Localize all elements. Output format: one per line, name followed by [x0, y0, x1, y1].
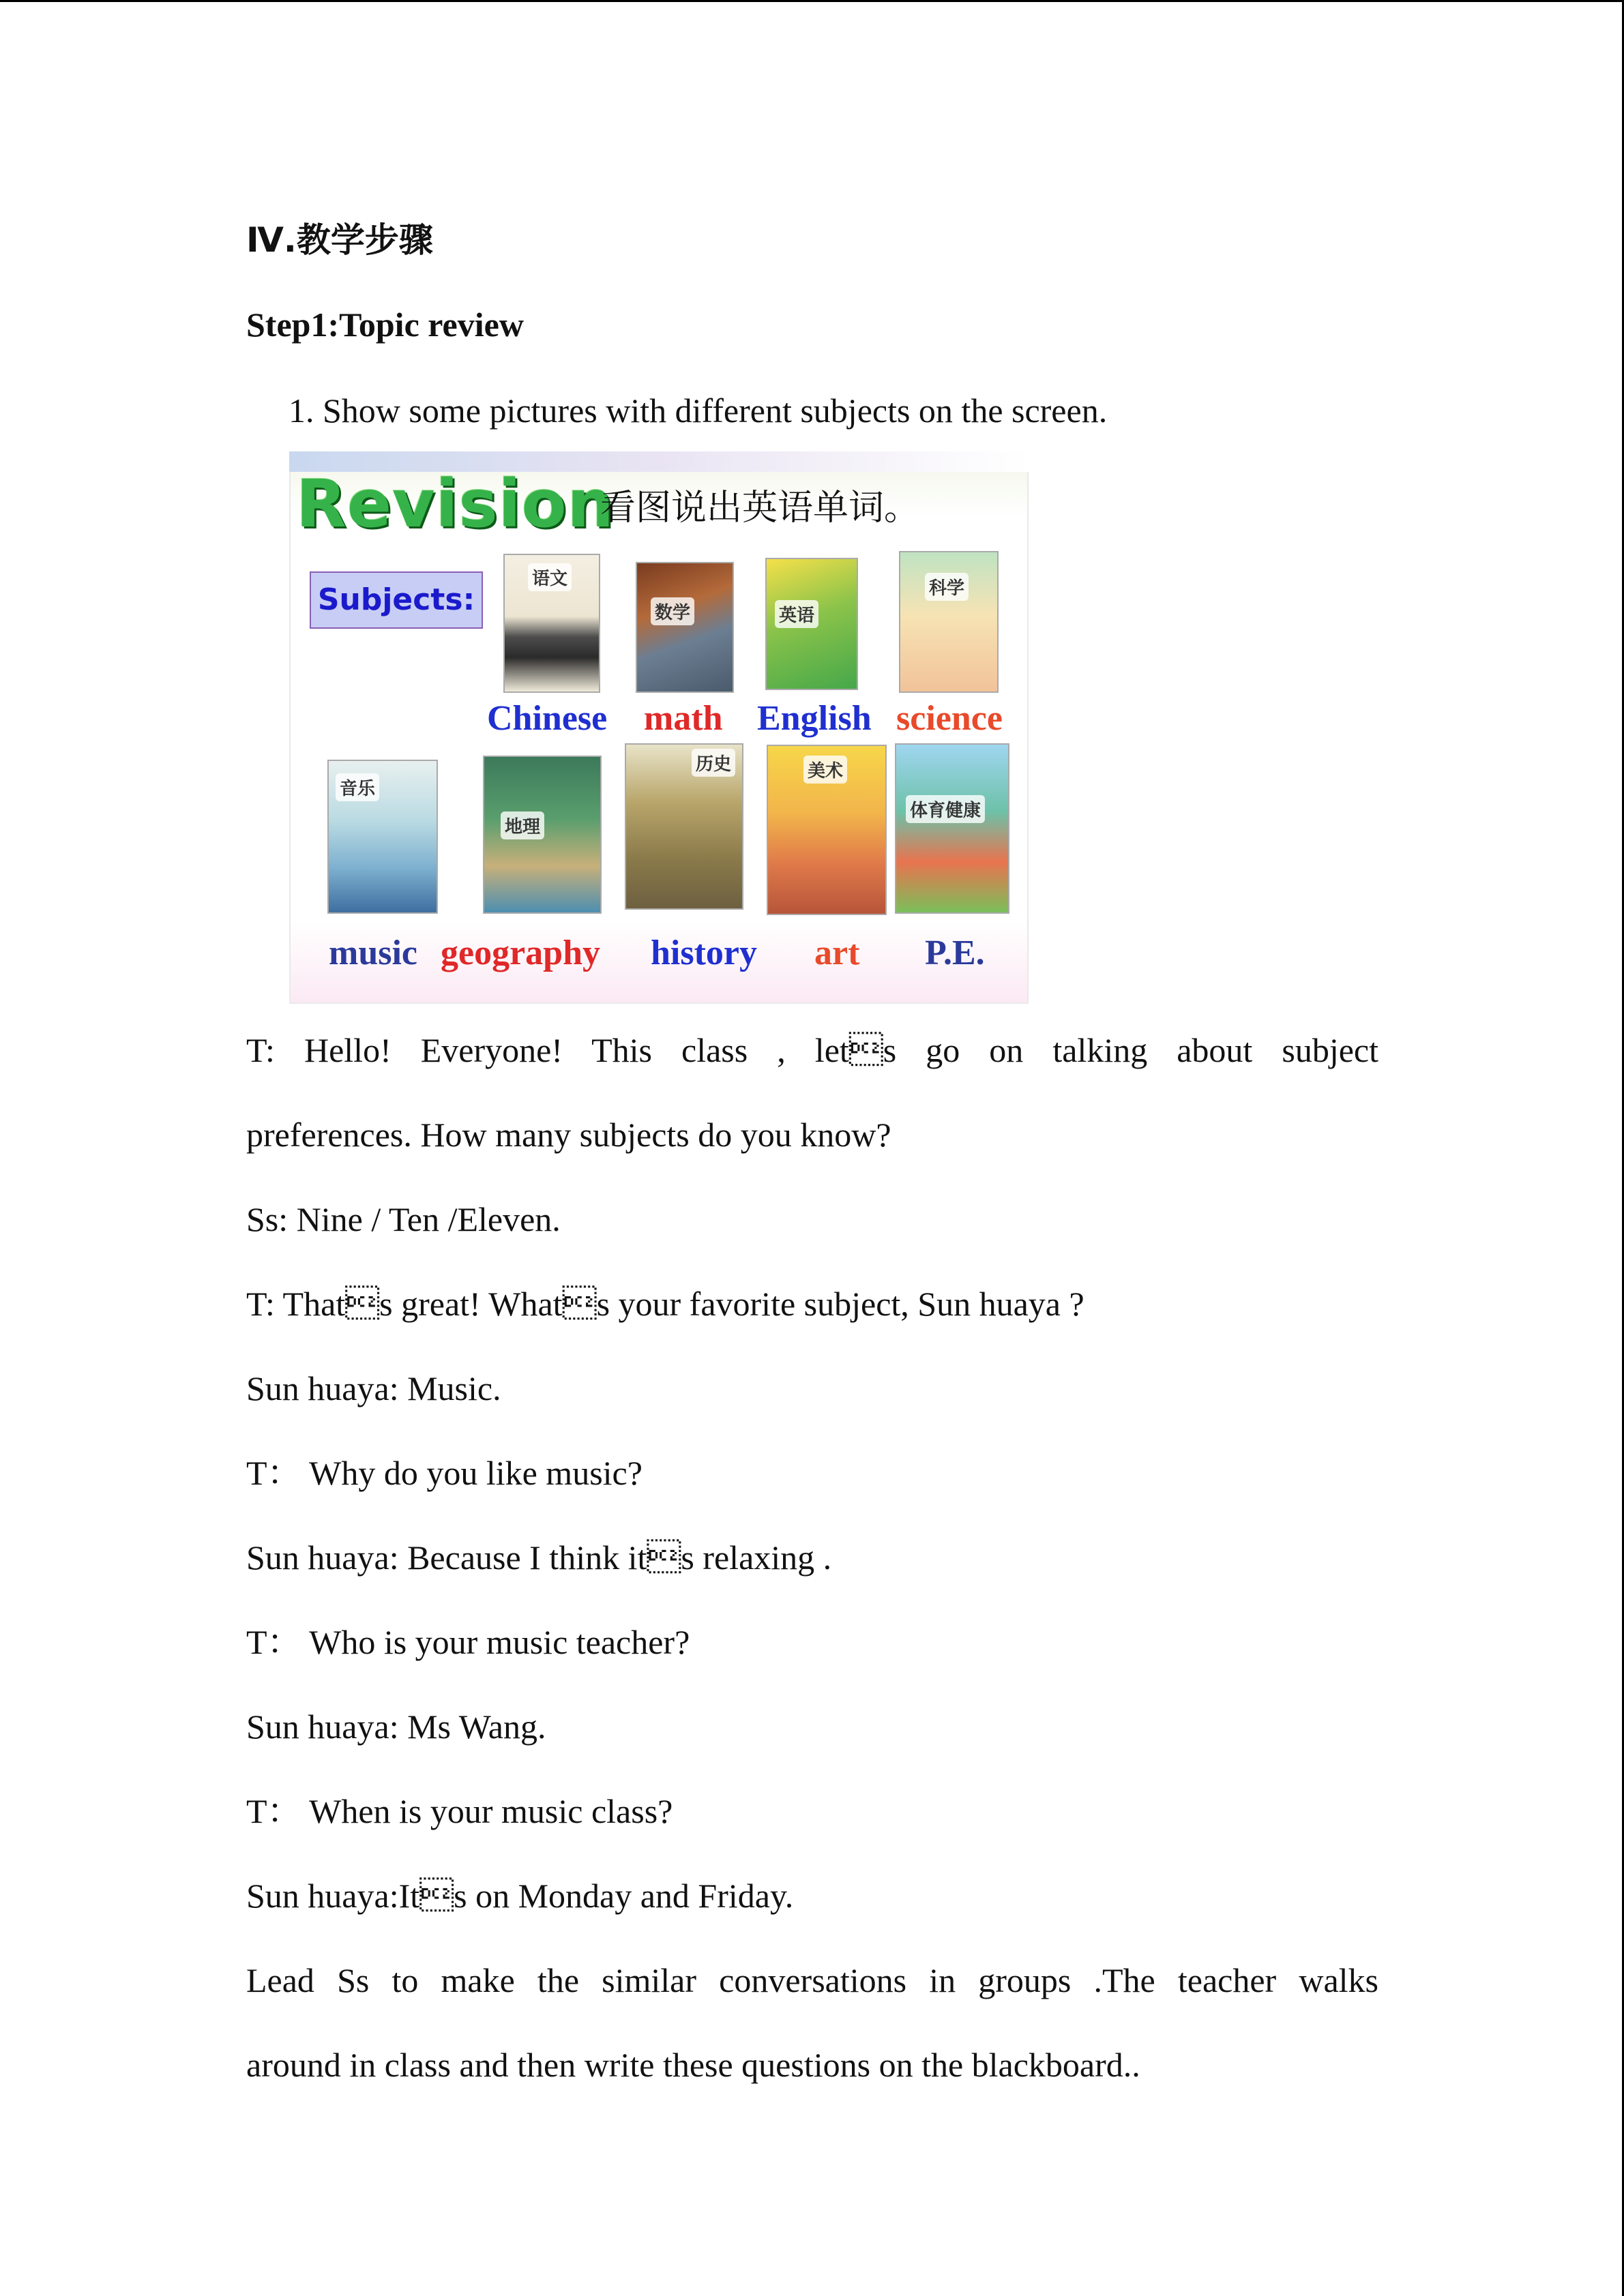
geography-book-cover	[483, 756, 602, 914]
art-book-cover	[767, 745, 887, 915]
dialogue-line-10: T： When is your music class?	[246, 1792, 673, 1830]
history-book-cover	[625, 743, 743, 910]
dialogue-line-9: Sun huaya: Ms Wang.	[246, 1708, 546, 1746]
subject-label-pe: P.E.	[925, 934, 985, 972]
dialogue-line-2: preferences. How many subjects do you know?	[246, 1116, 891, 1154]
geography-book-title: 地理	[501, 811, 544, 839]
step-heading: Step1:Topic review	[246, 305, 524, 344]
dialogue-line-1: T: Hello! Everyone! This class , lets go on talking about subject	[246, 1031, 1378, 1069]
music-book-cover	[327, 760, 438, 914]
slide-title: Revision	[296, 466, 615, 542]
english-book-title: 英语	[775, 600, 818, 628]
dialogue-line-11: Sun huaya:Its on Monday and Friday.	[246, 1877, 794, 1915]
history-book-title: 历史	[692, 749, 735, 777]
music-book-title: 音乐	[336, 773, 379, 801]
pe-book-cover	[895, 743, 1009, 914]
dialogue-line-7: Sun huaya: Because I think its relaxing .	[246, 1538, 832, 1577]
dialogue-line-12: Lead Ss to make the similar conversations in groups .The teacher walks	[246, 1961, 1378, 1999]
english-book-cover	[765, 558, 858, 690]
science-book-cover	[899, 551, 999, 693]
list-item-1: 1. Show some pictures with different subjects on the screen.	[289, 391, 1108, 430]
dialogue-line-5: Sun huaya: Music.	[246, 1369, 501, 1407]
revision-slide-image	[289, 451, 1029, 1004]
page-top-border	[0, 0, 1624, 2]
math-book-title: 数学	[651, 597, 694, 625]
slide-subtitle: 看图说出英语单词。	[600, 488, 920, 528]
math-book-cover	[636, 562, 734, 693]
dialogue-line-13: around in class and then write these questions on the blackboard..	[246, 2046, 1140, 2084]
chinese-book-cover	[503, 554, 600, 693]
subjects-label-box: Subjects:	[310, 571, 483, 629]
dialogue-line-6: T： Why do you like music?	[246, 1454, 643, 1492]
section-heading: Ⅳ.教学步骤	[246, 220, 433, 260]
subject-label-science: science	[896, 699, 1003, 738]
subject-label-music: music	[329, 934, 417, 972]
dialogue-line-8: T： Who is your music teacher?	[246, 1623, 690, 1661]
subject-label-english: English	[757, 699, 872, 738]
dialogue-line-3: Ss: Nine / Ten /Eleven.	[246, 1200, 561, 1238]
subject-label-history: history	[651, 934, 757, 972]
science-book-title: 科学	[925, 573, 969, 601]
dialogue-line-4: T: Thats great! Whats your favorite subject, Sun huaya ?	[246, 1285, 1084, 1323]
art-book-title: 美术	[803, 756, 847, 784]
chinese-book-title: 语文	[528, 563, 572, 591]
subject-label-geography: geography	[441, 934, 600, 972]
subject-label-art: art	[814, 934, 860, 972]
pe-book-title: 体育健康	[906, 795, 985, 823]
subject-label-chinese: Chinese	[487, 699, 608, 738]
subject-label-math: math	[644, 699, 723, 738]
